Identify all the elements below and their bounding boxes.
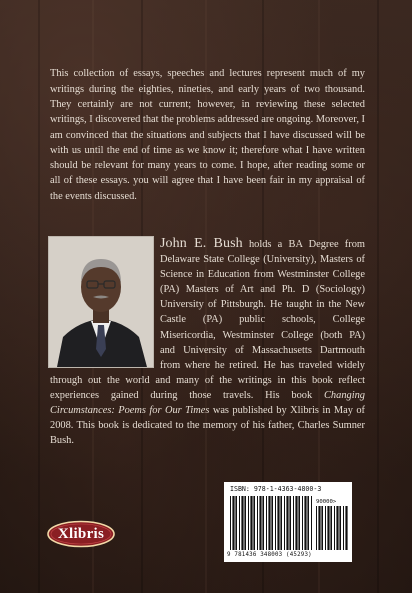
barcode-bar (230, 496, 231, 550)
barcode-bar (259, 496, 261, 550)
barcode-bar (253, 496, 255, 550)
barcode-bar (257, 496, 258, 550)
barcode-bar (293, 496, 294, 550)
bio-text: holds a BA Degree from Delaware State College (University), Masters of Science in Education from Westminster College (PA) Masters of Art and Ph. D (Sociology) University of Pittsburgh. He taught in the New Castle (PA) public schools, College Misericordia, Westminster College (both PA) and University of Massachusetts Dartmouth from where he retired. He has traveled widely through out the world and many of the writings in this book reflect experiences gained during those travels. His book (50, 239, 365, 401)
price-code: 90000> (316, 499, 337, 505)
barcode-box (224, 482, 352, 562)
book-title: Changing Circumstances: Poems for Our Times (50, 389, 365, 417)
isbn-label: ISBN: 978-1-4363-4800-3 (230, 485, 322, 493)
barcode-bar (244, 496, 246, 550)
barcode-bar (336, 506, 338, 550)
barcode-bar (232, 496, 234, 550)
publisher-logo (46, 520, 116, 548)
barcode-bar (307, 496, 309, 550)
barcode-bar (321, 506, 323, 550)
barcode-bar (239, 496, 240, 550)
barcode-bar (280, 496, 282, 550)
barcode-bar (295, 496, 297, 550)
publisher-logo-text: Xlibris (57, 525, 105, 542)
texture-streak (38, 0, 40, 593)
texture-streak (377, 0, 379, 593)
barcode-addon-bars (316, 506, 348, 550)
barcode-bar (275, 496, 276, 550)
barcode-bar (304, 496, 306, 550)
barcode-bar (289, 496, 291, 550)
barcode-bar (343, 506, 344, 550)
barcode-bar (250, 496, 252, 550)
barcode-bar (318, 506, 320, 550)
barcode-bar (286, 496, 288, 550)
barcode-bar (325, 506, 326, 550)
barcode-bar (268, 496, 270, 550)
barcode-bar (284, 496, 285, 550)
barcode-bar (262, 496, 264, 550)
barcode-bar (334, 506, 335, 550)
barcode-bar (271, 496, 273, 550)
barcode-bar (339, 506, 341, 550)
barcode-bar (330, 506, 332, 550)
barcode-bar (316, 506, 317, 550)
bio-text-end: was published by Xlibris in May of 2008. This book is dedicated to the memory of his father, Charles Sumner Bush. (50, 405, 366, 447)
barcode-bar (266, 496, 267, 550)
barcode-bar (311, 496, 312, 550)
barcode-bar (302, 496, 303, 550)
barcode-bar (345, 506, 347, 550)
barcode-bar (277, 496, 279, 550)
photo-spacer (50, 236, 156, 364)
barcode-bar (327, 506, 329, 550)
intro-paragraph: This collection of essays, speeches and lectures represent much of my writings during the eighties, nineties, and early years of two thousand. They certainly are not current; however, in reviewing these selected writings, I discovered that the problems addressed are ongoing. Moreover, I am convinced that the situations and subjects that I have discussed will be with us until the end of time as we know it; therefore what I have written should be relevant for many years to come. I hope, after reading some or all of these essays. you will agree that I have been fair in my appraisal of the events discussed. (50, 68, 365, 202)
barcode-bar (298, 496, 300, 550)
barcode-bars (230, 496, 314, 550)
author-name: John E. Bush (160, 236, 243, 251)
barcode-digits: 9 781436 348003 (45293) (227, 552, 312, 558)
barcode-bar (248, 496, 249, 550)
author-bio (50, 236, 365, 448)
barcode-bar (235, 496, 237, 550)
barcode-bar (241, 496, 243, 550)
